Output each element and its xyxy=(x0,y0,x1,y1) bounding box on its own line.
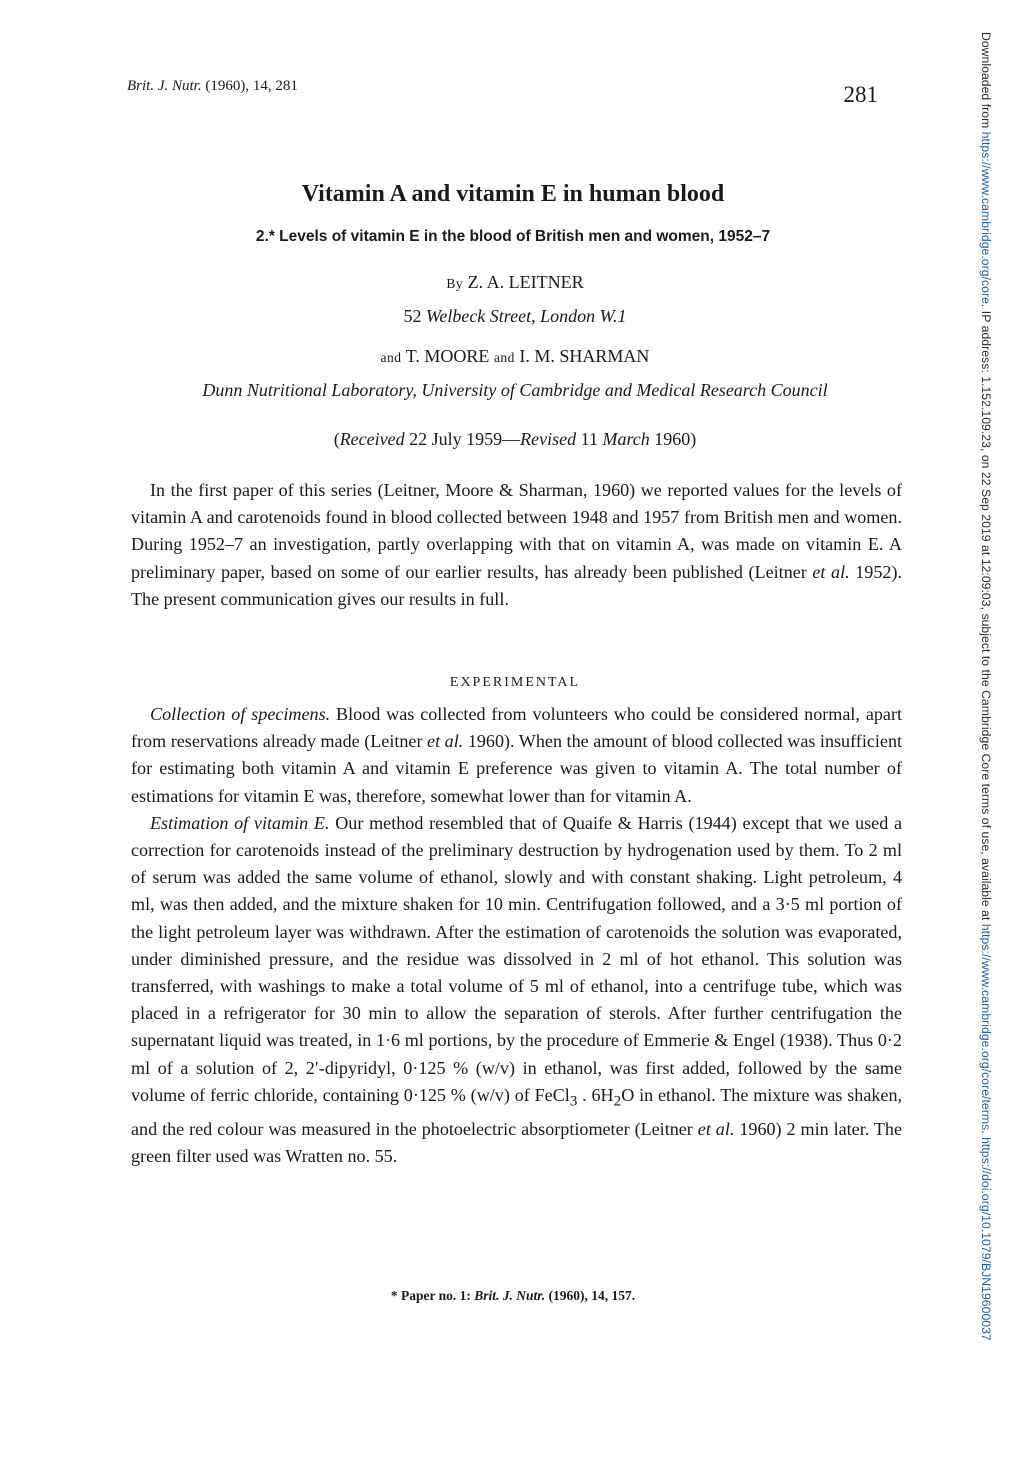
estimation-etal: et al. xyxy=(697,1118,735,1139)
author-address xyxy=(0,306,1013,327)
formula-fecl: FeCl xyxy=(534,1084,570,1105)
footnote xyxy=(0,1288,1013,1304)
footnote-marker: * Paper no. 1: xyxy=(390,1288,471,1303)
running-head xyxy=(127,78,298,95)
coauthor-name-2: I. M. SHARMAN xyxy=(519,346,650,366)
intro-paragraph xyxy=(131,477,902,613)
collection-text-1: Blood was collected from volunteers who could be considered normal, apart from reservations already made (Leitner xyxy=(131,704,902,752)
received-date: 22 July xyxy=(409,429,462,449)
intro-text-1: In the first paper of this series (Leitner, Moore & Sharman, 1960) we reported values for the levels of vitamin A and carotenoids found in blood collected between 1948 and 1957 from British men and women. During 1952–7 an investigation, partly overlapping with that on vitamin A, was made on vitamin E. A preliminary paper, based on some of our earlier results, has already been published (Leitner xyxy=(131,480,902,582)
received-year: 1959— xyxy=(466,429,521,449)
doi-link[interactable]: https://doi.org/10.1079/BJN19600037 xyxy=(979,1137,993,1341)
author-name: Z. A. LEITNER xyxy=(467,272,584,292)
estimation-text-1: Our method resembled that of Quaife & Harris (1944) except that we used a correction for carotenoids instead of the preliminary destruction by hydrogenation used by them. To 2 ml of serum was added the same volume of ethanol, slowly and with constant shaking. Light petroleum, 4 ml, was then added, and the mixture shaken for 10 min. Centrifugation followed, and a 3·5 ml portion of the light petroleum layer was withdrawn. After the estimation of carotenoids the solution was evaporated, under diminished pressure, and the residue was dissolved in 2 ml of hot ethanol. This solution was transferred, with washings to make a total volume of 5 ml of ethanol, into a centrifuge tube, which was placed in a refrigerator for 30 min to allow the separation of sterols. After further centrifugation the supernatant liquid was treated, in 1·6 ml portions, by the procedure of Emmerie & Engel (1938). Thus 0·2 ml of a solution of 2, 2′-dipyridyl, 0·125 % (w/v) in ethanol, was first added, followed by the same volume of ferric chloride, containing 0·125 % (w/v) of xyxy=(131,812,902,1105)
page-number: 281 xyxy=(843,82,878,107)
download-notice-prefix: Downloaded from xyxy=(979,32,993,129)
download-notice-sep: . xyxy=(979,1130,993,1134)
institution-address: Dunn Nutritional Laboratory, University of Cambridge and Medical Research Council xyxy=(202,380,828,400)
formula-o: O xyxy=(621,1084,635,1105)
coauthors xyxy=(0,346,1013,367)
chemical-formula xyxy=(534,1084,635,1110)
running-head-journal: Brit. J. Nutr. xyxy=(127,78,202,94)
article-subtitle: 2.* Levels of vitamin E in the blood of British men and women, 1952–7 xyxy=(255,228,771,245)
byline-by: By xyxy=(446,276,464,291)
revised-day: 11 xyxy=(580,429,598,449)
byline xyxy=(0,272,1013,293)
collection-text-2: 1960). When the amount of blood collected was insufficient for estimating both vitamin A and vitamin E preference was given to vitamin A. The total number of estimations for vitamin E was, therefore, somewhat lower than for vitamin A. xyxy=(131,731,903,806)
formula-hydrate: . 6H xyxy=(577,1084,614,1105)
terms-link[interactable]: https://www.cambridge.org/core/terms xyxy=(979,923,993,1131)
address-street: Welbeck Street, London W.1 xyxy=(426,306,627,326)
estimation-heading: Estimation of vitamin E. xyxy=(150,812,330,833)
running-head-citation: (1960), 14, 281 xyxy=(205,78,298,94)
estimation-paragraph xyxy=(131,810,902,1170)
collection-paragraph xyxy=(131,701,902,810)
coauthors-and-2: and xyxy=(493,350,515,365)
revised-month: March xyxy=(602,429,650,449)
footnote-journal: Brit. J. Nutr. xyxy=(474,1288,546,1303)
download-notice-middle: . IP address: 1.152.109.23, on 22 Sep 2019 at 12:09:03, subject to the Cambridge Core terms of use, available at xyxy=(979,303,993,921)
experimental-section xyxy=(131,701,902,1170)
received-dates xyxy=(0,429,1013,450)
intro-text-2: 1952). The present communication gives our results in full. xyxy=(131,561,902,609)
estimation-text-2: in ethanol. The mixture was shaken, and the red colour was measured in the photoelectric absorptiometer (Leitner xyxy=(131,1084,903,1139)
section-heading: EXPERIMENTAL xyxy=(449,675,581,690)
coauthor-name-1: T. MOORE xyxy=(405,346,490,366)
revised-year: 1960) xyxy=(654,429,697,449)
intro-section xyxy=(131,477,902,613)
coauthors-and-1: and xyxy=(380,350,402,365)
intro-etal: et al. xyxy=(812,561,850,582)
received-open: ( xyxy=(333,429,340,449)
core-link[interactable]: https://www.cambridge.org/core xyxy=(979,131,993,304)
formula-sub-2: 2 xyxy=(613,1093,622,1110)
received-label: Received xyxy=(339,429,405,449)
footnote-citation: (1960), 14, 157. xyxy=(548,1288,636,1303)
estimation-text-3: 1960) 2 min later. The green filter used was Wratten no. 55. xyxy=(131,1118,902,1166)
collection-etal: et al. xyxy=(427,731,464,752)
formula-sub-3: 3 xyxy=(569,1093,578,1110)
article-title: Vitamin A and vitamin E in human blood xyxy=(301,181,725,207)
revised-label: Revised xyxy=(520,429,577,449)
collection-heading: Collection of specimens. xyxy=(150,704,331,724)
address-number: 52 xyxy=(403,306,422,326)
